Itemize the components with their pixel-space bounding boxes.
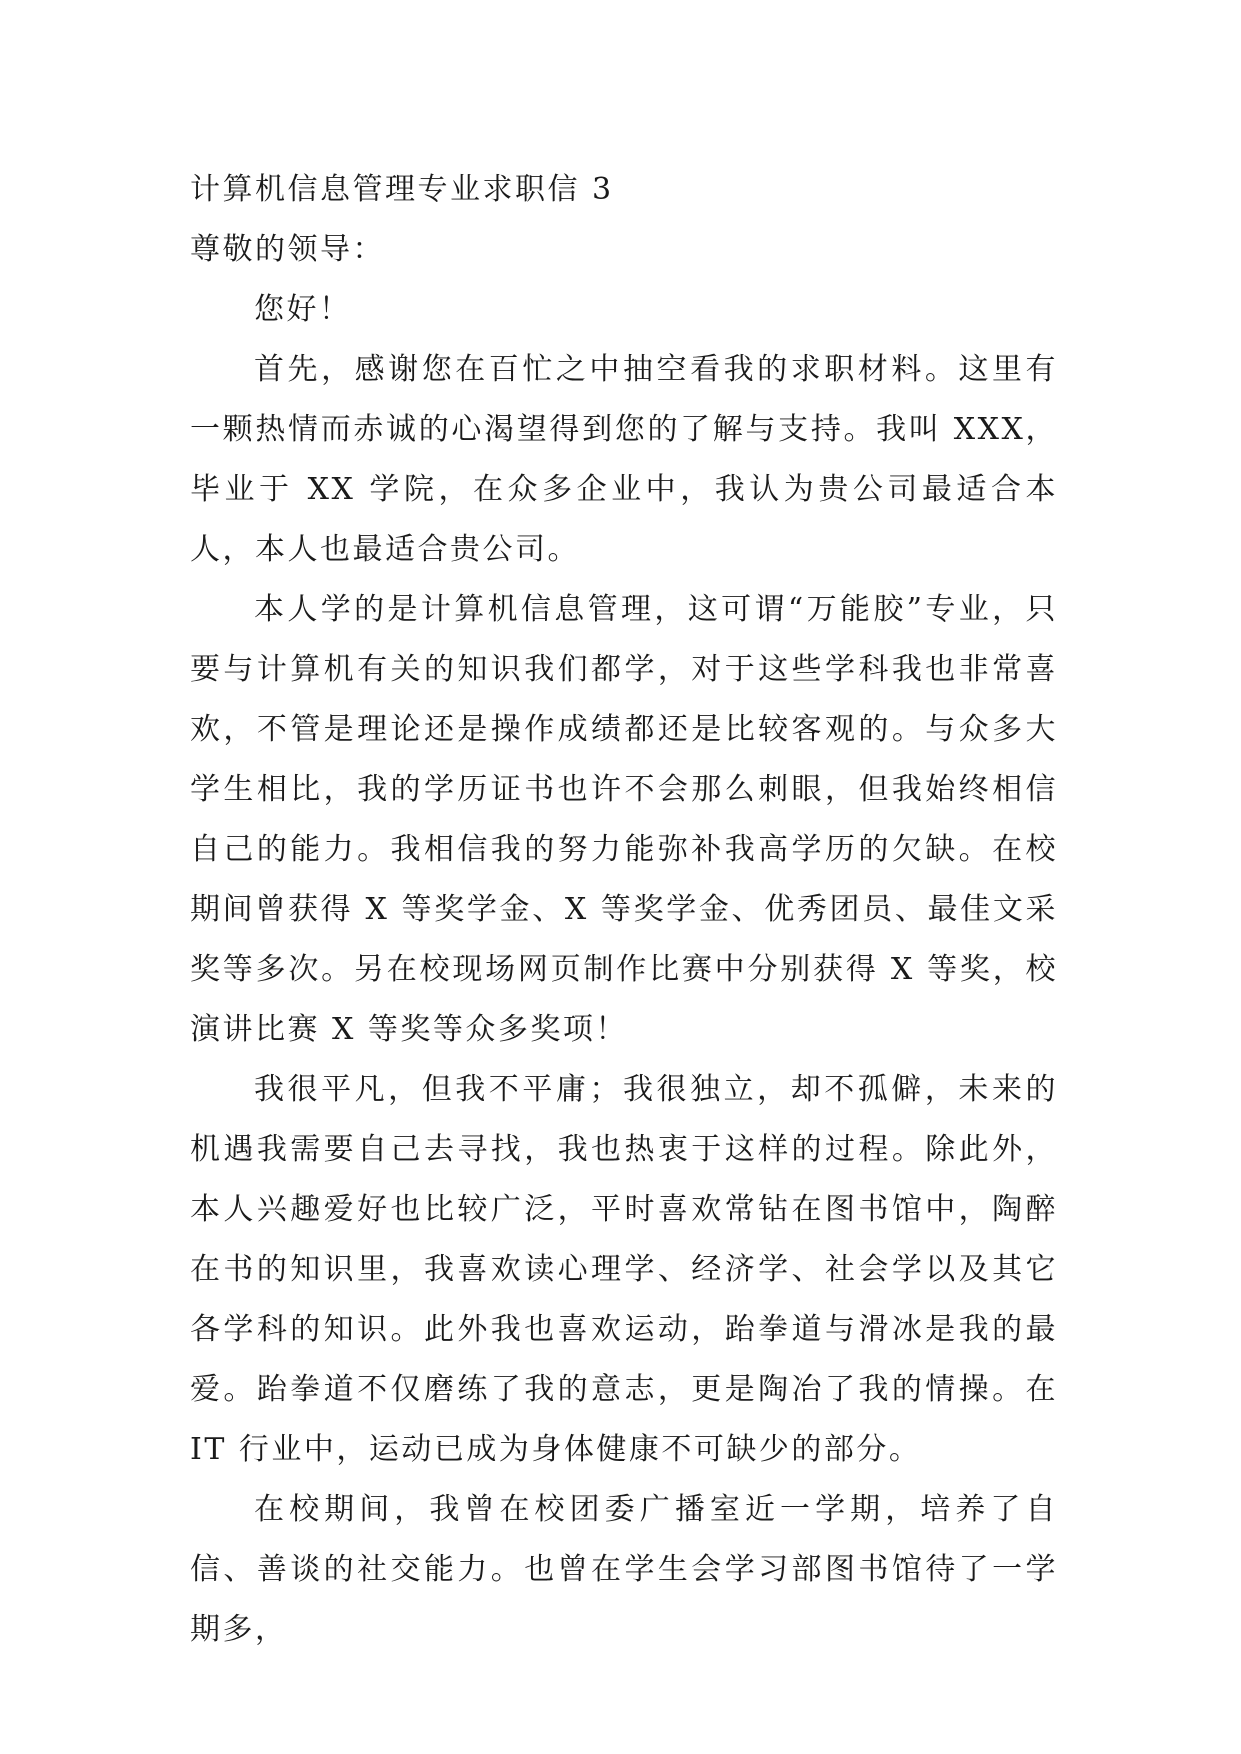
document-title: 计算机信息管理专业求职信 3: [190, 172, 614, 207]
paragraph: 在校期间，我曾在校团委广播室近一学期，培养了自信、善谈的社交能力。也曾在学生会学习部图书馆待了一学期多，: [190, 1492, 1058, 1647]
paragraph: 本人学的是计算机信息管理，这可谓“万能胶”专业，只要与计算机有关的知识我们都学，对于这些学科我也非常喜欢，不管是理论还是操作成绩都还是比较客观的。与众多大学生相比，我的学历证书也许不会那么刺眼，但我始终相信自己的能力。我相信我的努力能弥补我高学历的欠缺。在校期间曾获得 X 等奖学金、X 等奖学金、优秀团员、最佳文采奖等多次。另在校现场网页制作比赛中分别获得 X 等奖，校演讲比赛 X 等奖等众多奖项！: [190, 592, 1058, 1047]
salutation: 尊敬的领导：: [190, 232, 385, 267]
letter-body: [190, 160, 1058, 1660]
paragraph: 我很平凡，但我不平庸；我很独立，却不孤僻，未来的机遇我需要自己去寻找，我也热衷于这样的过程。除此外，本人兴趣爱好也比较广泛，平时喜欢常钻在图书馆中，陶醉在书的知识里，我喜欢读心理学、经济学、社会学以及其它各学科的知识。此外我也喜欢运动，跆拳道与滑冰是我的最爱。跆拳道不仅磨练了我的意志，更是陶冶了我的情操。在 IT 行业中，运动已成为身体健康不可缺少的部分。: [190, 1072, 1058, 1467]
paragraph: 首先，感谢您在百忙之中抽空看我的求职材料。这里有一颗热情而赤诚的心渴望得到您的了解与支持。我叫 XXX，毕业于 XX 学院，在众多企业中，我认为贵公司最适合本人，本人也最适合贵公司。: [190, 352, 1058, 567]
greeting: 您好！: [254, 292, 352, 327]
